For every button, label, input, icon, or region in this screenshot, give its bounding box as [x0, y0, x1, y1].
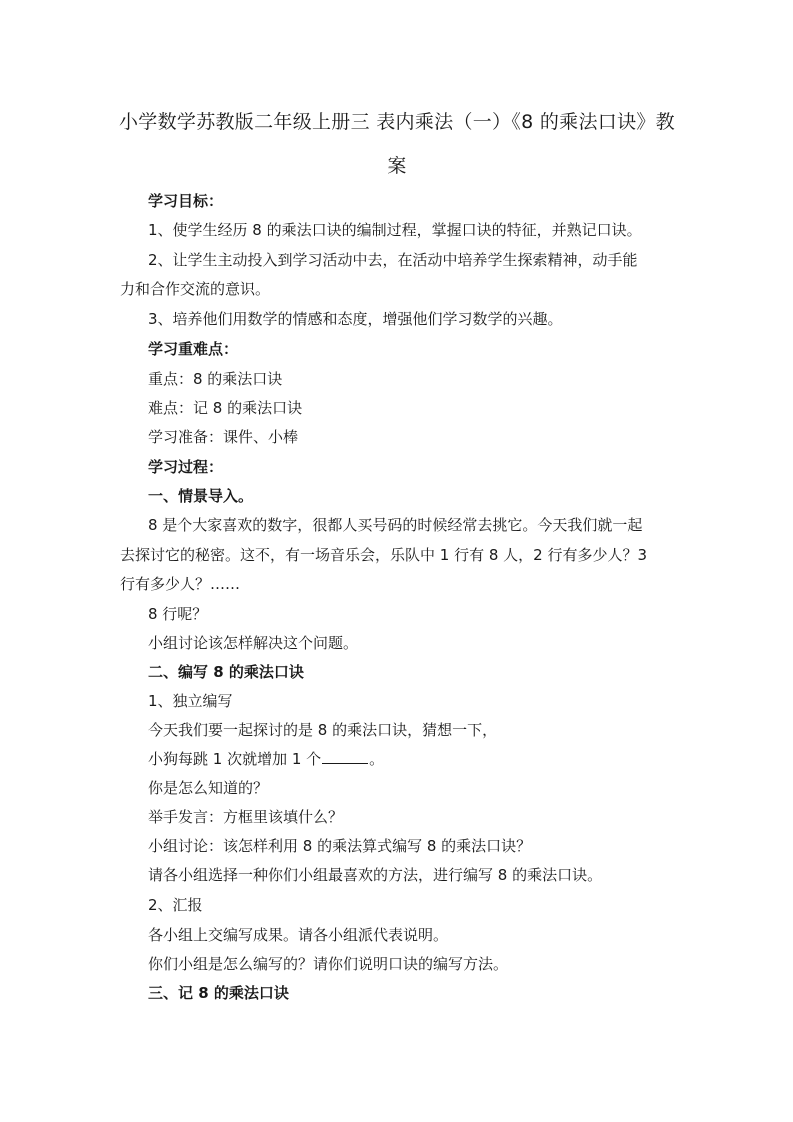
paragraph-line-with-blank: [120, 748, 708, 769]
paragraph-line: 你是怎么知道的？: [148, 779, 269, 797]
paragraph-line: 力和合作交流的意识。: [120, 280, 271, 298]
paragraph-line: 小组讨论该怎样解决这个问题。: [148, 634, 359, 652]
paragraph-line: 今天我们要一起探讨的是 8 的乘法口诀，猜想一下，: [148, 721, 498, 739]
paragraph-text: 小狗每跳 1 次就增加 1 个: [148, 750, 322, 768]
paragraph-line: 小组讨论：该怎样利用 8 的乘法算式编写 8 的乘法口诀？: [148, 837, 532, 855]
title-line-2: 案: [387, 155, 407, 177]
paragraph-line: 1、独立编写: [148, 692, 233, 710]
paragraph-line: 8 行呢？: [148, 605, 208, 623]
paragraph-line: 去探讨它的秘密。这不，有一场音乐会，乐队中 1 行有 8 人，2 行有多少人？3: [120, 546, 648, 564]
section-heading-compose: 二、编写 8 的乘法口诀: [148, 663, 304, 681]
section-heading-key-points: 学习重难点：: [148, 340, 239, 358]
section-heading-intro: 一、情景导入。: [148, 487, 254, 505]
title-line-1: 小学数学苏教版二年级上册三 表内乘法（一）《8 的乘法口诀》教: [119, 111, 675, 133]
paragraph-line: 2、汇报: [148, 896, 203, 914]
paragraph-line: 学习准备：课件、小棒: [148, 428, 299, 446]
paragraph-line: 重点：8 的乘法口诀: [148, 370, 283, 388]
paragraph-line: 举手发言：方框里该填什么？: [148, 808, 344, 826]
paragraph-line: 1、使学生经历 8 的乘法口诀的编制过程，掌握口诀的特征，并熟记口诀。: [148, 221, 642, 239]
paragraph-line: 8 是个大家喜欢的数字，很都人买号码的时候经常去挑它。今天我们就一起: [148, 516, 643, 534]
paragraph-line: 3、培养他们用数学的情感和态度，增强他们学习数学的兴趣。: [148, 310, 563, 328]
paragraph-line: 2、让学生主动投入到学习活动中去，在活动中培养学生探索精神，动手能: [148, 251, 638, 269]
paragraph-line: 请各小组选择一种你们小组最喜欢的方法，进行编写 8 的乘法口诀。: [148, 866, 603, 884]
paragraph-line: 难点：记 8 的乘法口诀: [148, 399, 303, 417]
fill-in-blank: [322, 749, 368, 764]
paragraph-line: 行有多少人？……: [120, 575, 241, 593]
paragraph-line: 你们小组是怎么编写的？请你们说明口诀的编写方法。: [148, 955, 509, 973]
section-heading-memorize: 三、记 8 的乘法口诀: [148, 984, 289, 1002]
document-title: [112, 100, 682, 188]
paragraph-line: 各小组上交编写成果。请各小组派代表说明。: [148, 926, 449, 944]
section-heading-objectives: 学习目标：: [148, 192, 224, 210]
section-heading-process: 学习过程：: [148, 458, 224, 476]
blank-suffix: 。: [369, 750, 385, 768]
